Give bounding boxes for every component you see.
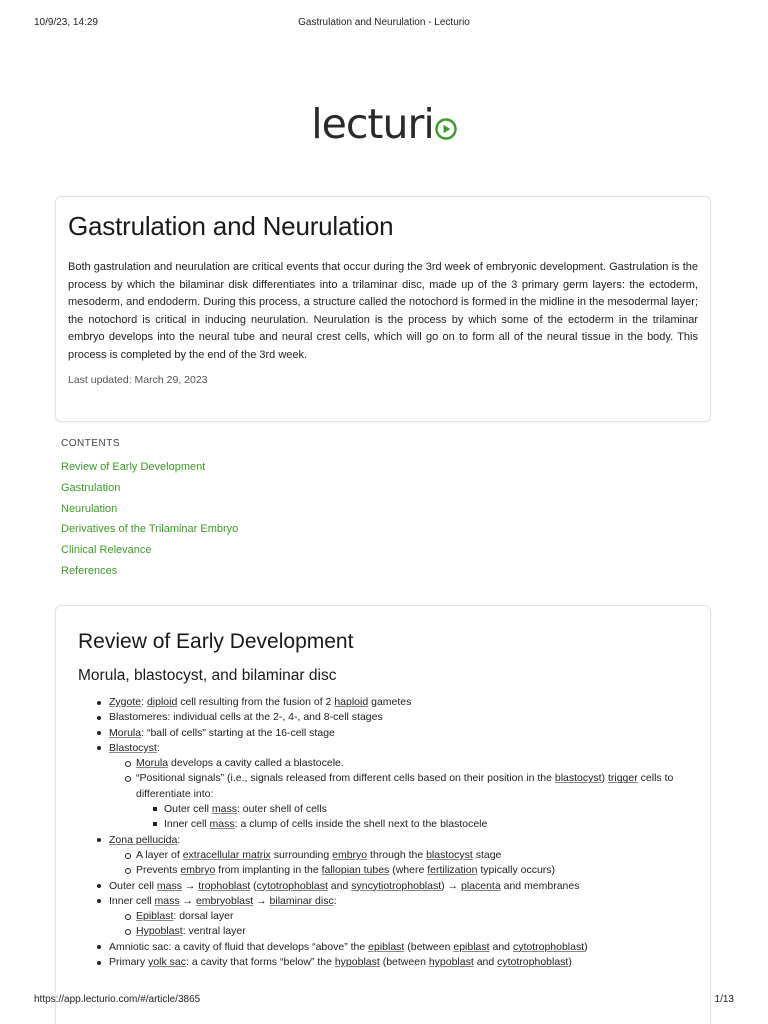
contents-heading: CONTENTS xyxy=(61,438,120,449)
text: and xyxy=(489,940,513,953)
text: cells to differentiate into: xyxy=(136,772,674,800)
text: “Positional signals” (i.e., signals released from different cells based on their position in the xyxy=(136,772,555,785)
lecturio-logo[interactable] xyxy=(0,99,768,148)
term-link-extracellular-matrix[interactable]: extracellular matrix xyxy=(182,848,271,861)
text: ) → xyxy=(441,879,461,892)
article-intro-card xyxy=(55,196,711,422)
section-subtitle: Morula, blastocyst, and bilaminar disc xyxy=(78,667,337,684)
term-link-syncytiotrophoblast[interactable]: syncytiotrophoblast xyxy=(351,879,442,892)
text: : xyxy=(333,894,337,907)
contents-list xyxy=(61,460,238,585)
print-page-title: Gastrulation and Neurulation - Lecturio xyxy=(298,17,470,28)
article-title: Gastrulation and Neurulation xyxy=(68,211,394,241)
list-item-epiblast xyxy=(136,909,688,924)
list-item-morula xyxy=(109,726,688,741)
text: and membranes xyxy=(500,879,580,892)
term-link-diploid[interactable]: diploid xyxy=(146,696,178,708)
term-link-blastocyst[interactable]: Blastocyst xyxy=(109,741,157,754)
sub-sub-list xyxy=(136,802,688,833)
list-item-inner-cell-mass xyxy=(164,817,688,832)
text: ) xyxy=(601,772,608,785)
review-section-card xyxy=(55,605,711,1024)
term-link-mass[interactable]: mass xyxy=(211,803,237,816)
term-link-cytotrophoblast[interactable]: cytotrophoblast xyxy=(512,940,585,953)
text: : ventral layer xyxy=(182,925,246,938)
term-link-morula[interactable]: Morula xyxy=(136,757,169,770)
term-link-blastocyst[interactable]: blastocyst xyxy=(426,848,473,861)
text: : “ball of cells” starting at the 16-cell stage xyxy=(141,726,335,739)
term-link-embryo[interactable]: embryo xyxy=(180,864,216,877)
print-footer xyxy=(34,994,734,1008)
text: cell resulting from the fusion of 2 xyxy=(177,696,335,708)
list-item-hypoblast xyxy=(136,924,688,939)
contents-link-neurulation[interactable]: Neurulation xyxy=(61,502,118,515)
bullet-list xyxy=(78,695,688,970)
text: and xyxy=(327,879,352,892)
term-link-cytotrophoblast[interactable]: cytotrophoblast xyxy=(497,956,569,969)
arrow-text: → xyxy=(179,894,196,907)
print-page-number: 1/13 xyxy=(714,994,734,1005)
contents-link-review-of-early-development[interactable]: Review of Early Development xyxy=(61,461,206,473)
term-link-embryo[interactable]: embryo xyxy=(332,848,368,861)
term-link-mass[interactable]: mass xyxy=(209,818,235,831)
text: : a cavity that forms “below” the xyxy=(186,956,335,969)
text: : outer shell of cells xyxy=(236,803,327,816)
term-link-hypoblast[interactable]: hypoblast xyxy=(428,956,474,969)
logo-wordmark: lecturi xyxy=(311,99,434,148)
list-item-inner-cell-mass-derivation xyxy=(109,894,688,940)
text: ( xyxy=(250,879,257,892)
term-link-epiblast[interactable]: epiblast xyxy=(453,940,490,953)
text: Outer cell xyxy=(164,803,212,816)
term-link-epiblast[interactable]: epiblast xyxy=(368,940,405,953)
text: Prevents xyxy=(136,864,181,877)
term-link-hypoblast[interactable]: Hypoblast xyxy=(136,925,183,938)
text: : xyxy=(156,741,160,754)
text: (between xyxy=(404,940,454,953)
list-item-outer-cell-mass-derivation xyxy=(109,879,688,894)
list-item-blastocele xyxy=(136,756,688,771)
term-link-fallopian-tubes[interactable]: fallopian tubes xyxy=(321,864,390,877)
sub-list xyxy=(109,909,688,940)
text: stage xyxy=(472,848,502,861)
text: A layer of xyxy=(136,848,183,861)
term-link-bilaminar-disc[interactable]: bilaminar disc xyxy=(269,894,334,907)
list-item-zona-pellucida xyxy=(109,833,688,879)
text: from implanting in the xyxy=(215,864,322,877)
text: ) xyxy=(568,956,572,969)
print-url: https://app.lecturio.com/#/article/3865 xyxy=(34,994,201,1005)
play-circle-icon xyxy=(435,118,457,140)
text: : a clump of cells inside the shell next to the blastocele xyxy=(234,818,488,831)
text: (where xyxy=(389,864,428,877)
sub-list xyxy=(109,848,688,879)
list-item-blastomeres: Blastomeres: individual cells at the 2-, 4-, and 8-cell stages xyxy=(109,710,688,725)
arrow-text: → xyxy=(253,894,270,907)
term-link-yolk-sac[interactable]: yolk sac xyxy=(148,956,187,969)
text: Inner cell xyxy=(109,894,155,907)
text: surrounding xyxy=(270,848,333,861)
term-link-hypoblast[interactable]: hypoblast xyxy=(334,956,380,969)
text: through the xyxy=(367,848,427,861)
term-link-blastocyst[interactable]: blastocyst xyxy=(554,772,602,785)
list-item-primary-yolk-sac xyxy=(109,955,688,970)
text: and xyxy=(473,956,498,969)
text: Amniotic sac: a cavity of fluid that develops “above” the xyxy=(109,940,369,953)
text: typically occurs) xyxy=(477,864,556,877)
section-title: Review of Early Development xyxy=(78,630,354,653)
list-item-outer-cell-mass xyxy=(164,802,688,817)
term-link-embryoblast[interactable]: embryoblast xyxy=(195,894,254,907)
article-intro: Both gastrulation and neurulation are critical events that occur during the 3rd week of embryonic development. Gastrulation is the process by which the bilaminar disk differentiates into a trilaminar disc, made up of the 3 primary germ layers: the ectoderm, mesoderm, and endoderm. During this process, a structure called the notochord is formed in the midline in the mesodermal layer; the notochord is critical in inducing neurulation. Neurulation is the process by which some of the ectoderm in the trilaminar embryo develops into the neural tube and neural crest cells, which will go on to form all of the neural tissue in the body. This process is completed by the end of the 3rd week. xyxy=(68,261,698,361)
contents-link-gastrulation[interactable]: Gastrulation xyxy=(61,481,121,494)
arrow-text: → xyxy=(181,879,199,892)
print-datetime: 10/9/23, 14:29 xyxy=(34,17,98,28)
term-link-mass[interactable]: mass xyxy=(154,894,180,907)
term-link-zygote[interactable]: Zygote xyxy=(109,696,142,708)
text: Outer cell xyxy=(109,879,157,892)
contents-link-derivatives[interactable]: Derivatives of the Trilaminar Embryo xyxy=(61,523,239,536)
text: (between xyxy=(379,956,429,969)
text: Inner cell xyxy=(164,818,210,831)
sub-list xyxy=(109,756,688,832)
term-link-fertilization[interactable]: fertilization xyxy=(427,864,478,877)
term-link-mass[interactable]: mass xyxy=(156,879,182,892)
list-item-amniotic-sac xyxy=(109,940,688,955)
list-item-prevents-implanting xyxy=(136,863,688,878)
term-link-haploid[interactable]: haploid xyxy=(334,696,369,708)
term-link-trophoblast[interactable]: trophoblast xyxy=(198,879,251,892)
text: gametes xyxy=(368,696,412,708)
text: develops a cavity called a blastocele. xyxy=(168,757,344,770)
term-link-placenta[interactable]: placenta xyxy=(460,879,501,892)
table-of-contents xyxy=(61,438,238,585)
list-item-blastocyst xyxy=(109,741,688,833)
contents-link-references[interactable]: References xyxy=(61,564,118,577)
print-header xyxy=(34,17,734,31)
text: : xyxy=(141,696,147,708)
last-updated: Last updated: March 29, 2023 xyxy=(68,374,208,386)
text: : xyxy=(177,833,181,846)
text: : dorsal layer xyxy=(173,910,234,923)
text: ) xyxy=(584,940,588,953)
term-link-epiblast[interactable]: Epiblast xyxy=(136,910,174,923)
list-item-ecm-layer xyxy=(136,848,688,863)
text: Primary xyxy=(109,956,149,969)
list-item-positional-signals xyxy=(136,771,688,832)
contents-link-clinical-relevance[interactable]: Clinical Relevance xyxy=(61,544,152,557)
term-link-zona-pellucida[interactable]: Zona pellucida xyxy=(109,833,178,846)
term-link-morula[interactable]: Morula xyxy=(109,726,142,739)
term-link-trigger[interactable]: trigger xyxy=(607,772,638,785)
list-item-zygote xyxy=(109,695,688,710)
term-link-cytotrophoblast[interactable]: cytotrophoblast xyxy=(256,879,328,892)
